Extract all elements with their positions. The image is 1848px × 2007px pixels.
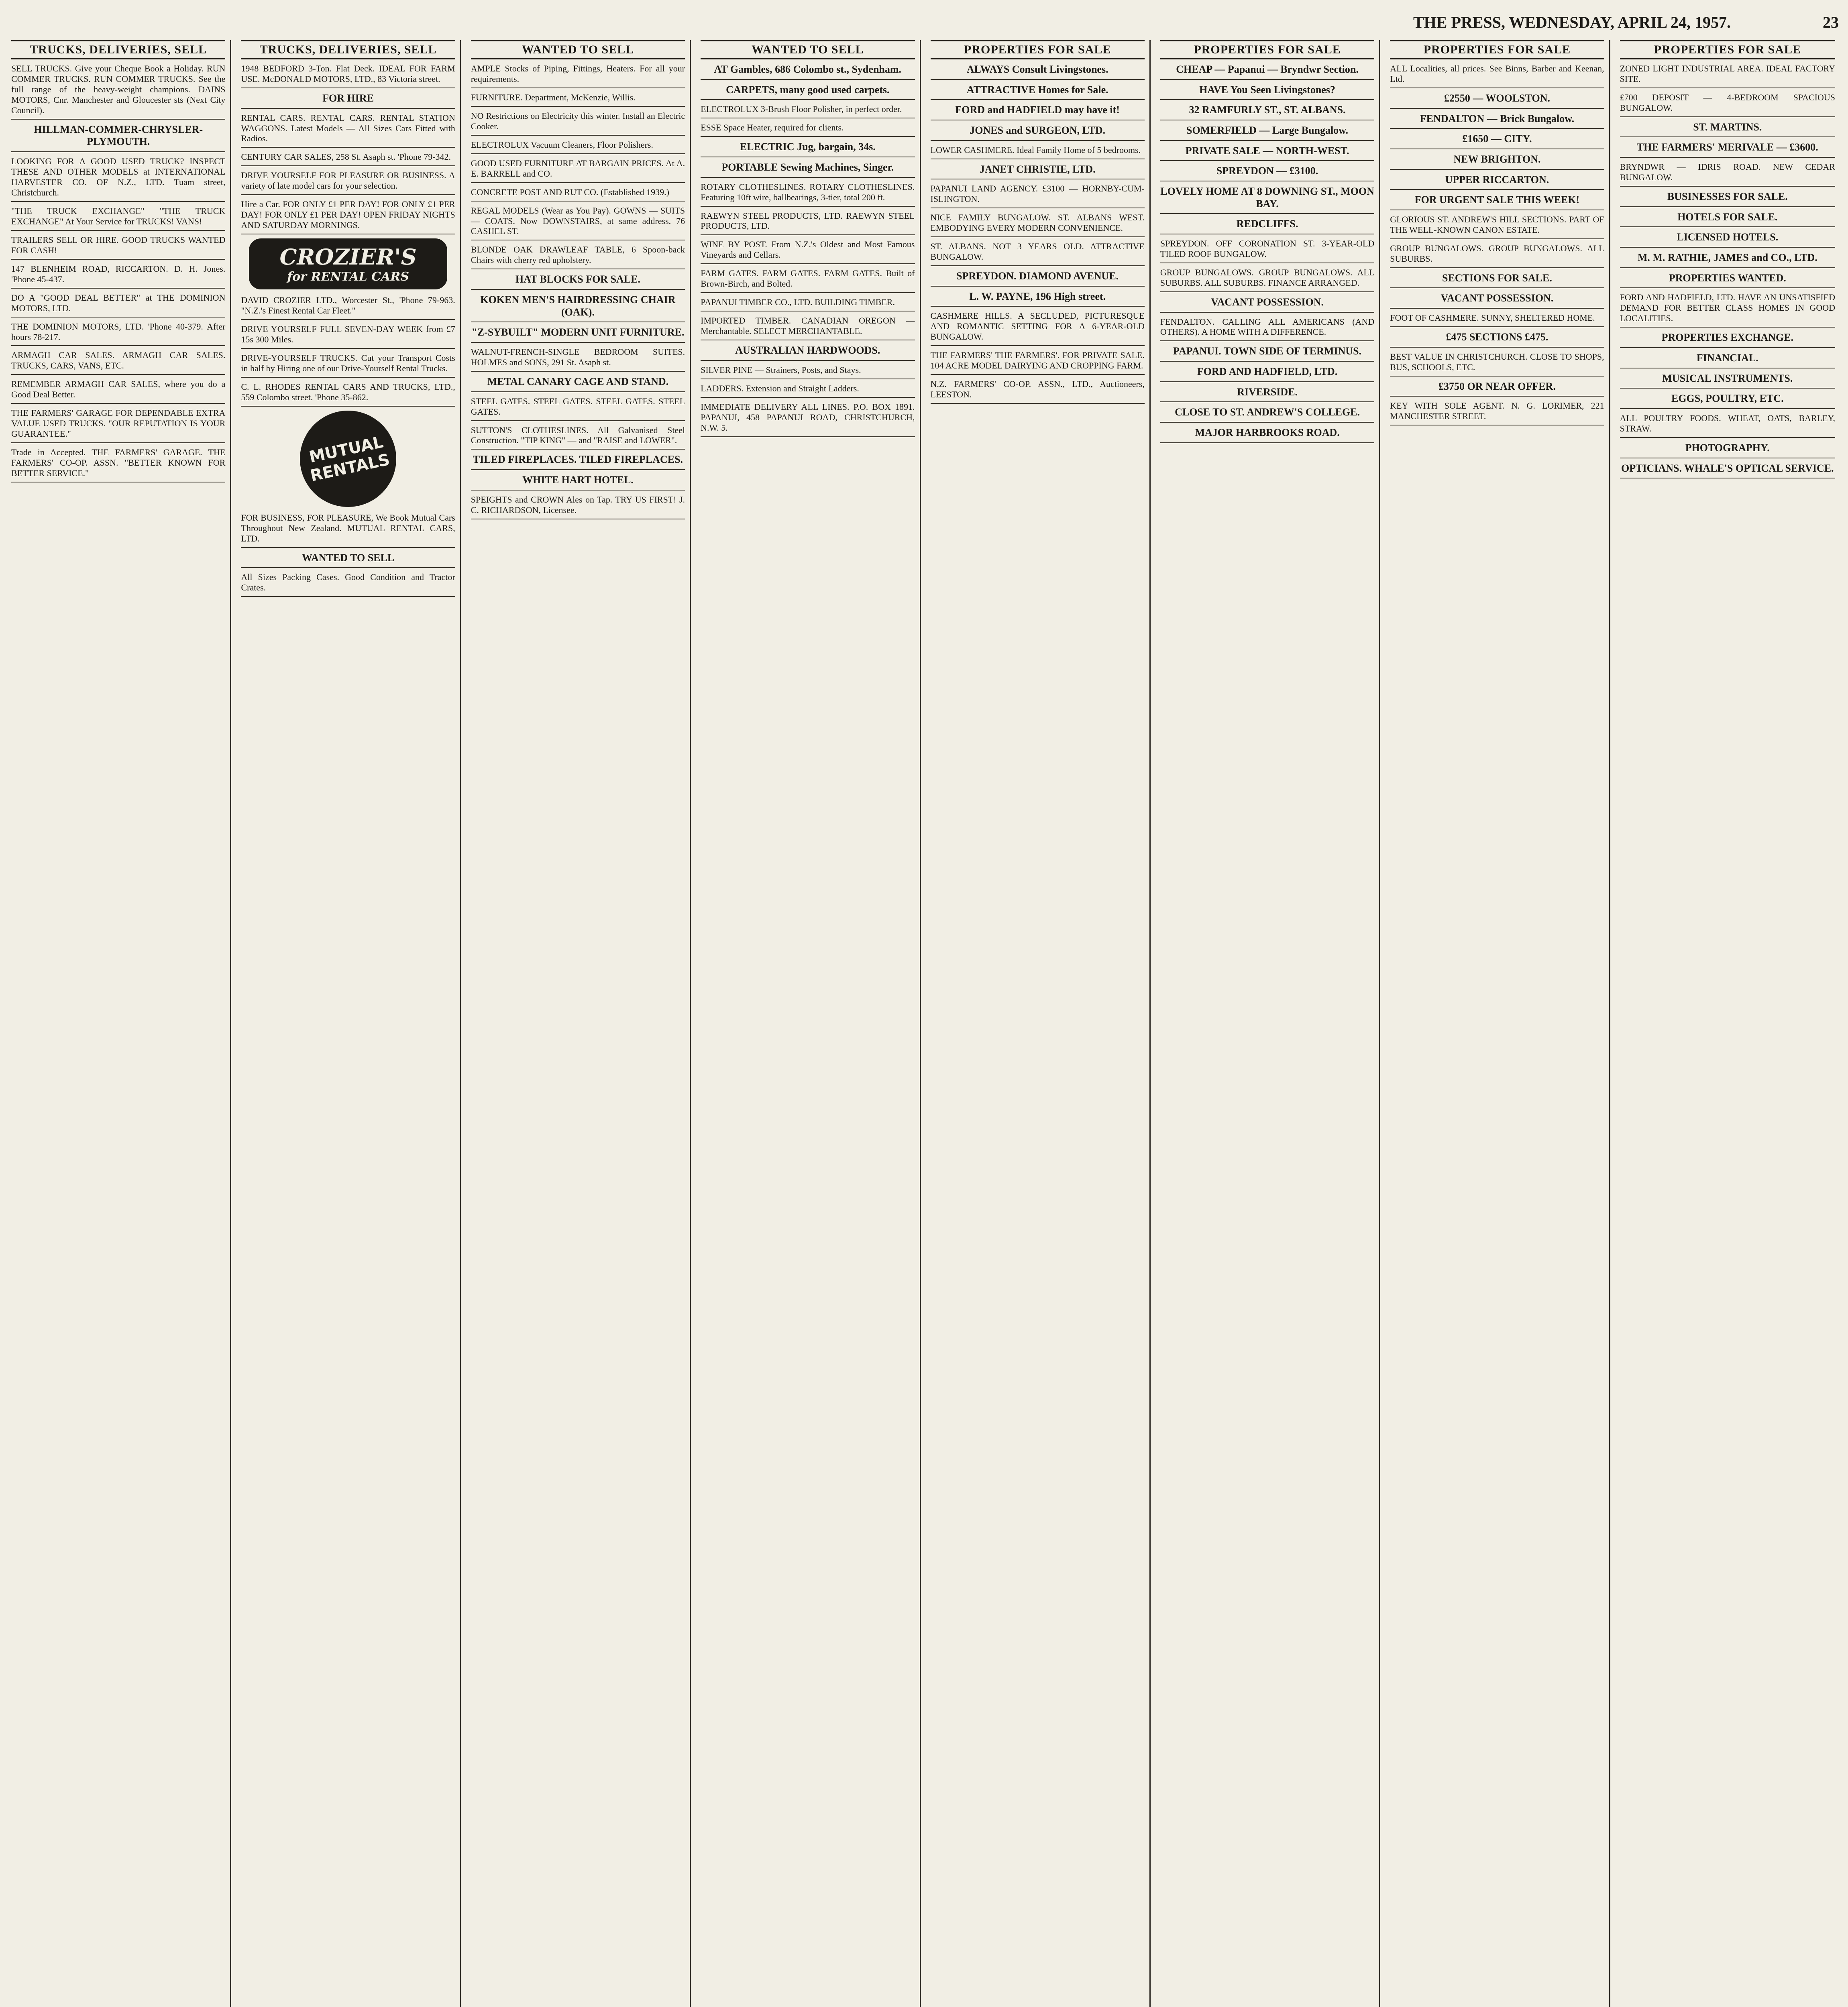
classified-ad: BUSINESSES FOR SALE. xyxy=(1620,191,1835,207)
classified-ad: FURNITURE. Department, McKenzie, Willis. xyxy=(471,92,685,107)
classified-ad: SPREYDON — £3100. xyxy=(1160,165,1374,181)
classified-ad: IMMEDIATE DELIVERY ALL LINES. P.O. BOX 1891. PAPANUI, 458 PAPANUI ROAD, CHRISTCHURCH, N.W. 5. xyxy=(701,402,915,437)
classified-ad: FARM GATES. FARM GATES. FARM GATES. Built of Brown-Birch, and Bolted. xyxy=(701,268,915,293)
classified-ad: FORD and HADFIELD may have it! xyxy=(931,104,1145,120)
classified-ad: STEEL GATES. STEEL GATES. STEEL GATES. STEEL GATES. xyxy=(471,396,685,421)
classified-ad: DRIVE-YOURSELF TRUCKS. Cut your Transport Costs in half by Hiring one of our Drive-Yourself Rental Trucks. xyxy=(241,353,455,378)
classified-ad: NO Restrictions on Electricity this winter. Install an Electric Cooker. xyxy=(471,111,685,136)
classified-ad: £1650 — CITY. xyxy=(1390,133,1604,149)
classified-ad: ZONED LIGHT INDUSTRIAL AREA. IDEAL FACTORY SITE. xyxy=(1620,63,1835,88)
classified-ad: SECTIONS FOR SALE. xyxy=(1390,272,1604,289)
classified-ad: AMPLE Stocks of Piping, Fittings, Heaters. For all your requirements. xyxy=(471,63,685,88)
classified-ad: M. M. RATHIE, JAMES and CO., LTD. xyxy=(1620,252,1835,268)
classified-ad: FENDALTON. CALLING ALL AMERICANS (AND OTHERS). A HOME WITH A DIFFERENCE. xyxy=(1160,317,1374,342)
classified-ad: BRYNDWR — IDRIS ROAD. NEW CEDAR BUNGALOW. xyxy=(1620,162,1835,187)
classified-ad: FOR URGENT SALE THIS WEEK! xyxy=(1390,194,1604,210)
classified-ad: HAT BLOCKS FOR SALE. xyxy=(471,273,685,290)
classified-ad: ST. ALBANS. NOT 3 YEARS OLD. ATTRACTIVE BUNGALOW. xyxy=(931,241,1145,266)
crozier-logo xyxy=(249,238,447,289)
classified-ad: 147 BLENHEIM ROAD, RICCARTON. D. H. Jones. 'Phone 45-437. xyxy=(11,264,225,289)
classified-ad: HOTELS FOR SALE. xyxy=(1620,211,1835,228)
classified-ad: AT Gambles, 686 Colombo st., Sydenham. xyxy=(701,63,915,80)
column-heading: TRUCKS, DELIVERIES, SELL xyxy=(241,40,455,59)
classified-ad: DRIVE YOURSELF FULL SEVEN-DAY WEEK from £7 15s 300 Miles. xyxy=(241,324,455,349)
classified-ad: THE DOMINION MOTORS, LTD. 'Phone 40-379. After hours 78-217. xyxy=(11,322,225,346)
classified-ad: OPTICIANS. WHALE'S OPTICAL SERVICE. xyxy=(1620,462,1835,479)
classified-ad: CHEAP — Papanui — Bryndwr Section. xyxy=(1160,63,1374,80)
classified-ad: £3750 OR NEAR OFFER. xyxy=(1390,381,1604,397)
masthead xyxy=(1413,8,1839,36)
column-heading: WANTED TO SELL xyxy=(471,40,685,59)
classified-ad: ELECTRIC Jug, bargain, 34s. xyxy=(701,141,915,157)
classified-ad: RIVERSIDE. xyxy=(1160,386,1374,403)
classified-ad: GROUP BUNGALOWS. GROUP BUNGALOWS. ALL SUBURBS. ALL SUBURBS. FINANCE ARRANGED. xyxy=(1160,267,1374,292)
classified-ad: MAJOR HARBROOKS ROAD. xyxy=(1160,427,1374,443)
classified-ad: CENTURY CAR SALES, 258 St. Asaph st. 'Phone 79-342. xyxy=(241,152,455,166)
classified-ad: SELL TRUCKS. Give your Cheque Book a Holiday. RUN COMMER TRUCKS. RUN COMMER TRUCKS. See the full range of the heavy-weight champions. DAINS MOTORS, Cnr. Manchester and Gloucester sts (Next City Council). xyxy=(11,63,225,120)
classified-ad: THE FARMERS' GARAGE FOR DEPENDABLE EXTRA VALUE USED TRUCKS. "OUR REPUTATION IS YOUR GUARANTEE." xyxy=(11,408,225,443)
classified-ad: HILLMAN-COMMER-CHRYSLER-PLYMOUTH. xyxy=(11,124,225,152)
mutual-rentals-logo: MUTUAL RENTALS xyxy=(291,401,405,516)
classified-ad: PROPERTIES WANTED. xyxy=(1620,272,1835,289)
classified-ad: JANET CHRISTIE, LTD. xyxy=(931,163,1145,180)
classified-ad: SILVER PINE — Strainers, Posts, and Stays. xyxy=(701,365,915,379)
classified-ad: CLOSE TO ST. ANDREW'S COLLEGE. xyxy=(1160,406,1374,423)
classified-ad: LOOKING FOR A GOOD USED TRUCK? INSPECT THESE AND OTHER MODELS at INTERNATIONAL HARVESTER CO. OF N.Z., LTD. Tuam street, Christchurch. xyxy=(11,156,225,202)
classified-ad: PAPANUI TIMBER CO., LTD. BUILDING TIMBER. xyxy=(701,297,915,311)
classified-ad: VACANT POSSESSION. xyxy=(1160,296,1374,313)
column-heading: PROPERTIES FOR SALE xyxy=(1160,40,1374,59)
classified-ad: 32 RAMFURLY ST., ST. ALBANS. xyxy=(1160,104,1374,120)
classified-ad: N.Z. FARMERS' CO-OP. ASSN., LTD., Auctioneers, LEESTON. xyxy=(931,379,1145,404)
classified-ad: Trade in Accepted. THE FARMERS' GARAGE. THE FARMERS' CO-OP. ASSN. "BETTER KNOWN FOR BETTER SERVICE." xyxy=(11,447,225,482)
classified-ad: Hire a Car. FOR ONLY £1 PER DAY! FOR ONLY £1 PER DAY! FOR ONLY £1 PER DAY! OPEN FRIDAY NIGHTS AND SATURDAY MORNINGS. xyxy=(241,199,455,234)
classified-ad: ELECTROLUX 3-Brush Floor Polisher, in perfect order. xyxy=(701,104,915,118)
classified-ad: PHOTOGRAPHY. xyxy=(1620,442,1835,458)
classified-ad: ALWAYS Consult Livingstones. xyxy=(931,63,1145,80)
classified-ad: FOR HIRE xyxy=(241,92,455,109)
column-8 xyxy=(1617,40,1840,2007)
classified-ad: FOR BUSINESS, FOR PLEASURE, We Book Mutual Cars Throughout New Zealand. MUTUAL RENTAL CARS, LTD. xyxy=(241,513,455,548)
classified-ad: "Z-SYBUILT" MODERN UNIT FURNITURE. xyxy=(471,326,685,343)
column-heading: WANTED TO SELL xyxy=(701,40,915,59)
classified-ad: ESSE Space Heater, required for clients. xyxy=(701,122,915,137)
classified-ad: RAEWYN STEEL PRODUCTS, LTD. RAEWYN STEEL PRODUCTS, LTD. xyxy=(701,211,915,236)
classified-ad: KOKEN MEN'S HAIRDRESSING CHAIR (OAK). xyxy=(471,294,685,322)
classified-ad: £700 DEPOSIT — 4-BEDROOM SPACIOUS BUNGALOW. xyxy=(1620,92,1835,117)
crozier-logo-text: CROZIER'S xyxy=(279,244,417,270)
classified-ad: £2550 — WOOLSTON. xyxy=(1390,92,1604,109)
classified-ad: NICE FAMILY BUNGALOW. ST. ALBANS WEST. EMBODYING EVERY MODERN CONVENIENCE. xyxy=(931,212,1145,237)
classified-ad: FENDALTON — Brick Bungalow. xyxy=(1390,113,1604,129)
column-4 xyxy=(697,40,921,2007)
classified-ad: LICENSED HOTELS. xyxy=(1620,231,1835,248)
classified-ad: BEST VALUE IN CHRISTCHURCH. CLOSE TO SHOPS, BUS, SCHOOLS, ETC. xyxy=(1390,352,1604,377)
column-heading: TRUCKS, DELIVERIES, SELL xyxy=(11,40,225,59)
classified-ad: L. W. PAYNE, 196 High street. xyxy=(931,291,1145,307)
classified-ad: RENTAL CARS. RENTAL CARS. RENTAL STATION WAGGONS. Latest Models — All Sizes Cars Fitted with Radios. xyxy=(241,113,455,148)
classified-ad: ALL POULTRY FOODS. WHEAT, OATS, BARLEY, STRAW. xyxy=(1620,413,1835,438)
classified-ad: WHITE HART HOTEL. xyxy=(471,474,685,491)
classified-ad: GOOD USED FURNITURE AT BARGAIN PRICES. At A. E. BARRELL and CO. xyxy=(471,158,685,183)
classified-ad: REMEMBER ARMAGH CAR SALES, where you do a Good Deal Better. xyxy=(11,379,225,404)
column-7 xyxy=(1387,40,1610,2007)
classified-ad: WALNUT-FRENCH-SINGLE BEDROOM SUITES. HOLMES and SONS, 291 St. Asaph st. xyxy=(471,347,685,372)
classified-ad: HAVE You Seen Livingstones? xyxy=(1160,84,1374,100)
classified-ad: TILED FIREPLACES. TILED FIREPLACES. xyxy=(471,454,685,470)
classified-ad: DRIVE YOURSELF FOR PLEASURE OR BUSINESS. A variety of late model cars for your selection. xyxy=(241,170,455,195)
column-1 xyxy=(8,40,231,2007)
classified-ad: 1948 BEDFORD 3-Ton. Flat Deck. IDEAL FOR FARM USE. McDONALD MOTORS, LTD., 83 Victoria street. xyxy=(241,63,455,88)
classified-ad: BLONDE OAK DRAWLEAF TABLE, 6 Spoon-back Chairs with cherry red upholstery. xyxy=(471,244,685,269)
column-heading: PROPERTIES FOR SALE xyxy=(931,40,1145,59)
classified-ad: £475 SECTIONS £475. xyxy=(1390,331,1604,348)
classified-ad: ALL Localities, all prices. See Binns, Barber and Keenan, Ltd. xyxy=(1390,63,1604,88)
classified-ad: REGAL MODELS (Wear as You Pay). GOWNS — SUITS — COATS. Now DOWNSTAIRS, at same address. 76 CASHEL ST. xyxy=(471,206,685,241)
classified-ad: SPREYDON. OFF CORONATION ST. 3-YEAR-OLD TILED ROOF BUNGALOW. xyxy=(1160,238,1374,263)
classified-ad: ROTARY CLOTHESLINES. ROTARY CLOTHESLINES. Featuring 10ft wire, ballbearings, 3-tier, total 200 ft. xyxy=(701,182,915,207)
classified-ad: CONCRETE POST AND RUT CO. (Established 1939.) xyxy=(471,187,685,202)
classified-ad: THE FARMERS' MERIVALE — £3600. xyxy=(1620,141,1835,158)
classified-ad: SPREYDON. DIAMOND AVENUE. xyxy=(931,270,1145,287)
classified-ad: UPPER RICCARTON. xyxy=(1390,174,1604,190)
classified-ad: NEW BRIGHTON. xyxy=(1390,153,1604,170)
column-heading: PROPERTIES FOR SALE xyxy=(1620,40,1835,59)
classified-ad: CARPETS, many good used carpets. xyxy=(701,84,915,100)
column-5 xyxy=(927,40,1151,2007)
classified-ad: ARMAGH CAR SALES. ARMAGH CAR SALES. TRUCKS, CARS, VANS, ETC. xyxy=(11,350,225,375)
classified-ad: LOWER CASHMERE. Ideal Family Home of 5 bedrooms. xyxy=(931,145,1145,159)
classified-ad: VACANT POSSESSION. xyxy=(1390,292,1604,309)
classified-ad: EGGS, POULTRY, ETC. xyxy=(1620,393,1835,409)
classified-ad: ATTRACTIVE Homes for Sale. xyxy=(931,84,1145,100)
classified-ad: PAPANUI. TOWN SIDE OF TERMINUS. xyxy=(1160,345,1374,362)
masthead-title: THE PRESS, WEDNESDAY, APRIL 24, 1957. xyxy=(1413,13,1731,31)
classified-page xyxy=(8,40,1840,2007)
classified-ad: ST. MARTINS. xyxy=(1620,121,1835,138)
classified-ad: PORTABLE Sewing Machines, Singer. xyxy=(701,161,915,178)
column-6 xyxy=(1157,40,1380,2007)
classified-ad: JONES and SURGEON, LTD. xyxy=(931,124,1145,141)
classified-ad: TRAILERS SELL OR HIRE. GOOD TRUCKS WANTED FOR CASH! xyxy=(11,235,225,260)
column-3 xyxy=(468,40,691,2007)
classified-ad: FORD AND HADFIELD, LTD. xyxy=(1160,366,1374,382)
classified-ad: FORD AND HADFIELD, LTD. HAVE AN UNSATISFIED DEMAND FOR BETTER CLASS HOMES IN GOOD LOCALITIES. xyxy=(1620,292,1835,328)
classified-ad: WANTED TO SELL xyxy=(241,552,455,568)
classified-ad: LOVELY HOME AT 8 DOWNING ST., MOON BAY. xyxy=(1160,185,1374,214)
classified-ad: MUSICAL INSTRUMENTS. xyxy=(1620,372,1835,389)
classified-ad: DAVID CROZIER LTD., Worcester St., 'Phone 79-963. "N.Z.'s Finest Rental Car Fleet." xyxy=(241,295,455,320)
column-2 xyxy=(238,40,461,2007)
classified-ad: WINE BY POST. From N.Z.'s Oldest and Most Famous Vineyards and Cellars. xyxy=(701,239,915,264)
classified-ad: GROUP BUNGALOWS. GROUP BUNGALOWS. ALL SUBURBS. xyxy=(1390,243,1604,268)
classified-ad: KEY WITH SOLE AGENT. N. G. LORIMER, 221 MANCHESTER STREET. xyxy=(1390,401,1604,425)
classified-ad: METAL CANARY CAGE AND STAND. xyxy=(471,376,685,392)
crozier-logo-subtext: for RENTAL CARS xyxy=(287,270,409,284)
classified-ad: All Sizes Packing Cases. Good Condition and Tractor Crates. xyxy=(241,572,455,597)
classified-ad: GLORIOUS ST. ANDREW'S HILL SECTIONS. PART OF THE WELL-KNOWN CANON ESTATE. xyxy=(1390,214,1604,239)
classified-ad: FINANCIAL. xyxy=(1620,352,1835,368)
classified-ad: CASHMERE HILLS. A SECLUDED, PICTURESQUE AND ROMANTIC SETTING FOR A 6-YEAR-OLD BUNGALOW. xyxy=(931,311,1145,346)
classified-ad: C. L. RHODES RENTAL CARS AND TRUCKS, LTD., 559 Colombo street. 'Phone 35-862. xyxy=(241,382,455,407)
classified-ad: FOOT OF CASHMERE. SUNNY, SHELTERED HOME. xyxy=(1390,313,1604,327)
classified-ad: PRIVATE SALE — NORTH-WEST. xyxy=(1160,145,1374,161)
classified-ad: REDCLIFFS. xyxy=(1160,218,1374,234)
classified-ad: "THE TRUCK EXCHANGE" "THE TRUCK EXCHANGE" At Your Service for TRUCKS! VANS! xyxy=(11,206,225,231)
classified-ad: THE FARMERS' THE FARMERS'. FOR PRIVATE SALE. 104 ACRE MODEL DAIRYING AND CROPPING FARM. xyxy=(931,350,1145,375)
classified-ad: PAPANUI LAND AGENCY. £3100 — HORNBY-CUM-ISLINGTON. xyxy=(931,183,1145,208)
classified-ad: AUSTRALIAN HARDWOODS. xyxy=(701,344,915,361)
classified-ad: SPEIGHTS and CROWN Ales on Tap. TRY US FIRST! J. C. RICHARDSON, Licensee. xyxy=(471,495,685,519)
classified-ad: ELECTROLUX Vacuum Cleaners, Floor Polishers. xyxy=(471,140,685,154)
page-number: 23 xyxy=(1823,13,1839,31)
classified-ad: SOMERFIELD — Large Bungalow. xyxy=(1160,124,1374,141)
classified-ad: DO A "GOOD DEAL BETTER" at THE DOMINION MOTORS, LTD. xyxy=(11,293,225,318)
classified-ad: LADDERS. Extension and Straight Ladders. xyxy=(701,383,915,398)
classified-ad: IMPORTED TIMBER. CANADIAN OREGON — Merchantable. SELECT MERCHANTABLE. xyxy=(701,316,915,340)
classified-ad: SUTTON'S CLOTHESLINES. All Galvanised Steel Construction. "TIP KING" — and "RAISE and LOWER". xyxy=(471,425,685,450)
column-heading: PROPERTIES FOR SALE xyxy=(1390,40,1604,59)
classified-ad: PROPERTIES EXCHANGE. xyxy=(1620,332,1835,348)
